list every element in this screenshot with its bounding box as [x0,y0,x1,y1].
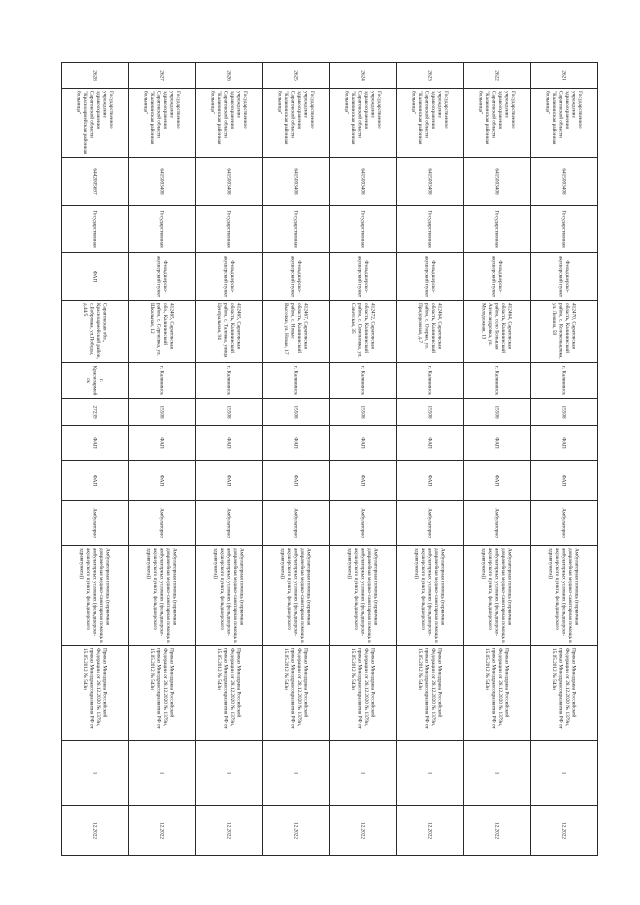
cell-record-number: 2628 [62,63,129,89]
table-row [196,63,263,856]
table-row [263,63,330,856]
cell-locality: г. Калининск [263,363,330,399]
cell-unit-count: 1 [263,741,330,806]
cell-facility-address: 412465, Саратовская область, Калининский район, с. Таловка, улица Центральная, 94 [196,301,263,363]
cell-ownership-form: Государственная [196,206,263,253]
cell-facility-type: Фельдшерско-акушерский пункт [196,253,263,301]
cell-organization-name: Государственное учреждение здравоохранения Саратовской области "Калининская районная больница" [397,89,464,158]
cell-unit-type: ФАП [196,426,263,461]
cell-regulatory-basis: Приказ Минздрава Российской Федерации от 28.12.2020 № 1379н, приказ Минздравсоцразвития РФ от 15.05.2012 № 543н [62,646,129,741]
cell-unit-count: 1 [531,741,598,806]
cell-facility-type: ФАП [62,253,129,301]
cell-unit-type: ФАП [531,426,598,461]
cell-regulatory-basis: Приказ Минздрава Российской Федерации от 28.12.2020 № 1379н, приказ Минздравсоцразвития РФ от 15.05.2012 № 543н [397,646,464,741]
registry-rows [62,63,598,856]
cell-organization-name: Государственное учреждение здравоохранения Саратовской области "Калининская районная больница" [330,89,397,158]
cell-organization-name: Государственное учреждение здравоохранения Саратовской области "Калининская районная больница" [196,89,263,158]
cell-unit-subtype: ФАП [531,461,598,501]
cell-inn: 6415003408 [129,158,196,206]
cell-locality: г. Калининск [330,363,397,399]
cell-unit-subtype: ФАП [464,461,531,501]
cell-facility-address: 412464, Саратовская область, Калининский район, село Большая Александровка, ул. Молодежная, 13 [464,301,531,363]
cell-facility-address: 412464, Саратовская область, Калининский район, с. Озерки, ул. Придорожная, д.7 [397,301,464,363]
cell-facility-type: Фельдшерско-акушерский пункт [330,253,397,301]
cell-start-date: 12.2022 [330,806,397,856]
cell-facility-type: Фельдшерско-акушерский пункт [397,253,464,301]
table-row [62,63,129,856]
cell-organization-name: Государственное учреждение здравоохранения Саратовской области "Калининская районная больница" [129,89,196,158]
cell-facility-address: 412472, Саратовская область, Калининский район, с. Симоновка, ул. Советская, 35 [330,301,397,363]
cell-ownership-form: Государственная [531,206,598,253]
table-row [531,63,598,856]
cell-start-date: 12.2022 [531,806,598,856]
cell-record-number: 2625 [263,63,330,89]
cell-unit-count: 1 [129,741,196,806]
cell-inn: 6415003408 [397,158,464,206]
cell-facility-type: Фельдшерско-акушерский пункт [129,253,196,301]
cell-facility-address: 412465, Саратовская обл., Калининский район, с. Сергиевка, ул. Школьная, 12 [129,301,196,363]
cell-regulatory-basis: Приказ Минздрава Российской Федерации от 28.12.2020 № 1379н, приказ Минздравсоцразвития РФ от 15.05.2012 № 543н [129,646,196,741]
cell-unit-subtype: ФАП [330,461,397,501]
cell-record-number: 2623 [397,63,464,89]
cell-unit-subtype: ФАП [196,461,263,501]
cell-record-number: 2627 [129,63,196,89]
cell-start-date: 12.2022 [129,806,196,856]
cell-regulatory-basis: Приказ Минздрава Российской Федерации от 28.12.2020 № 1379н, приказ Минздравсоцразвития РФ от 15.05.2012 № 543н [531,646,598,741]
cell-unit-subtype: ФАП [62,461,129,501]
cell-locality-code: 15508 [129,399,196,426]
cell-ownership-form: Государственная [129,206,196,253]
cell-ownership-form: Государственная [464,206,531,253]
cell-unit-type: ФАП [464,426,531,461]
cell-record-number: 2622 [464,63,531,89]
cell-start-date: 12.2022 [62,806,129,856]
cell-regulatory-basis: Приказ Минздрава Российской Федерации от 28.12.2020 № 1379н, приказ Минздравсоцразвития РФ от 15.05.2012 № 543н [196,646,263,741]
cell-regulatory-basis: Приказ Минздрава Российской Федерации от 28.12.2020 № 1379н, приказ Минздравсоцразвития РФ от 15.05.2012 № 543н [330,646,397,741]
cell-unit-type: ФАП [397,426,464,461]
cell-unit-type: ФАП [330,426,397,461]
cell-care-conditions: Амбулаторно [531,501,598,546]
cell-unit-count: 1 [397,741,464,806]
table-row [330,63,397,856]
cell-care-type: Амбулаторная помощь (первичная доврачебная медико-санитарная помощь в амбулаторных условиях (фельдшерско-акушерского пункта, фельдшерского здравпункта)) [129,546,196,646]
cell-facility-address: Саратовская обл., Красноармейский район, с.Бобровка, ул.Победы, д.44/5 [62,301,129,363]
cell-care-type: Амбулаторная помощь (первичная доврачебная медико-санитарная помощь в амбулаторных условиях (фельдшерско-акушерского пункта, фельдшерского здравпункта)) [397,546,464,646]
cell-record-number: 2626 [196,63,263,89]
cell-locality: г. Калининск [129,363,196,399]
cell-locality-code: 15508 [196,399,263,426]
cell-care-conditions: Амбулаторно [62,501,129,546]
cell-care-conditions: Амбулаторно [263,501,330,546]
cell-regulatory-basis: Приказ Минздрава Российской Федерации от 28.12.2020 № 1379н, приказ Минздравсоцразвития РФ от 15.05.2012 № 543н [263,646,330,741]
cell-inn: 6415003408 [263,158,330,206]
cell-locality-code: 15508 [330,399,397,426]
cell-locality: г. Калининск [531,363,598,399]
cell-unit-type: ФАП [129,426,196,461]
cell-regulatory-basis: Приказ Минздрава Российской Федерации от 28.12.2020 № 1379н, приказ Минздравсоцразвития РФ от 15.05.2012 № 543н [464,646,531,741]
cell-ownership-form: Государственная [397,206,464,253]
cell-locality-code: 15508 [397,399,464,426]
table-row [397,63,464,856]
cell-care-conditions: Амбулаторно [397,501,464,546]
cell-unit-subtype: ФАП [129,461,196,501]
cell-record-number: 2621 [531,63,598,89]
cell-inn: 6415003408 [330,158,397,206]
cell-inn: 6442005697 [62,158,129,206]
cell-care-conditions: Амбулаторно [464,501,531,546]
cell-care-conditions: Амбулаторно [129,501,196,546]
cell-start-date: 12.2022 [263,806,330,856]
cell-locality: г. Калининск [397,363,464,399]
cell-care-type: Амбулаторная помощь (первичная доврачебная медико-санитарная помощь в амбулаторных условиях (фельдшерско-акушерского пункта, фельдшерского здравпункта)) [464,546,531,646]
cell-unit-count: 1 [196,741,263,806]
cell-organization-name: Государственное учреждение здравоохранения Саратовской области "Калининская районная больница" [464,89,531,158]
cell-unit-count: 1 [330,741,397,806]
cell-record-number: 2624 [330,63,397,89]
cell-locality: г. Калининск [196,363,263,399]
cell-unit-subtype: ФАП [263,461,330,501]
cell-ownership-form: Государственная [263,206,330,253]
cell-ownership-form: Государственная [62,206,129,253]
cell-organization-name: Государственное учреждение здравоохранения Саратовской области "Красноармейская районная больница" [62,89,129,158]
cell-care-conditions: Амбулаторно [330,501,397,546]
cell-care-type: Амбулаторная помощь (первичная доврачебная медико-санитарная помощь в амбулаторных условиях (фельдшерско-акушерского пункта, фельдшерского здравпункта)) [196,546,263,646]
cell-unit-subtype: ФАП [397,461,464,501]
cell-locality: г. Калининск [464,363,531,399]
cell-facility-address: 412467, Саратовская область, Калининский район, с. Новые Выселки, ул. Новая, 17 [263,301,330,363]
cell-care-type: Амбулаторная помощь (первичная доврачебная медико-санитарная помощь в амбулаторных условиях (фельдшерско-акушерского пункта, фельдшерского здравпункта)) [330,546,397,646]
cell-care-type: Амбулаторная помощь (первичная доврачебная медико-санитарная помощь в амбулаторных условиях (фельдшерско-акушерского пункта, фельдшерского здравпункта)) [62,546,129,646]
cell-facility-type: Фельдшерско-акушерский пункт [263,253,330,301]
cell-ownership-form: Государственная [330,206,397,253]
cell-care-type: Амбулаторная помощь (первичная доврачебная медико-санитарная помощь в амбулаторных условиях (фельдшерско-акушерского пункта, фельдшерского здравпункта)) [263,546,330,646]
cell-organization-name: Государственное учреждение здравоохранения Саратовской области "Калининская районная больница" [263,89,330,158]
cell-start-date: 12.2022 [196,806,263,856]
cell-locality-code: 27239 [62,399,129,426]
cell-facility-type: Фельдшерско-акушерский пункт [531,253,598,301]
table-row [129,63,196,856]
cell-care-type: Амбулаторная помощь (первичная доврачебная медико-санитарная помощь в амбулаторных условиях (фельдшерско-акушерского пункта, фельдшерского здравпункта)) [531,546,598,646]
cell-facility-address: 412470, Саратовская область, Калининский район, с. Колокольцовка, ул. Ленина, 59 [531,301,598,363]
cell-inn: 6415003408 [464,158,531,206]
cell-unit-type: ФАП [263,426,330,461]
rotated-table-sheet [62,62,598,855]
cell-locality-code: 15508 [263,399,330,426]
cell-care-conditions: Амбулаторно [196,501,263,546]
cell-locality-code: 15508 [464,399,531,426]
cell-unit-count: 1 [62,741,129,806]
cell-organization-name: Государственное учреждение здравоохранения Саратовской области "Калининская районная больница" [531,89,598,158]
cell-unit-type: ФАП [62,426,129,461]
cell-inn: 6415003408 [531,158,598,206]
cell-locality-code: 15508 [531,399,598,426]
cell-start-date: 12.2022 [397,806,464,856]
table-row [464,63,531,856]
cell-inn: 6415003408 [196,158,263,206]
cell-locality: г. Красноармейск [62,363,129,399]
registry-table [61,62,598,856]
cell-facility-type: Фельдшерско-акушерский пункт [464,253,531,301]
cell-start-date: 12.2022 [464,806,531,856]
cell-unit-count: 1 [464,741,531,806]
